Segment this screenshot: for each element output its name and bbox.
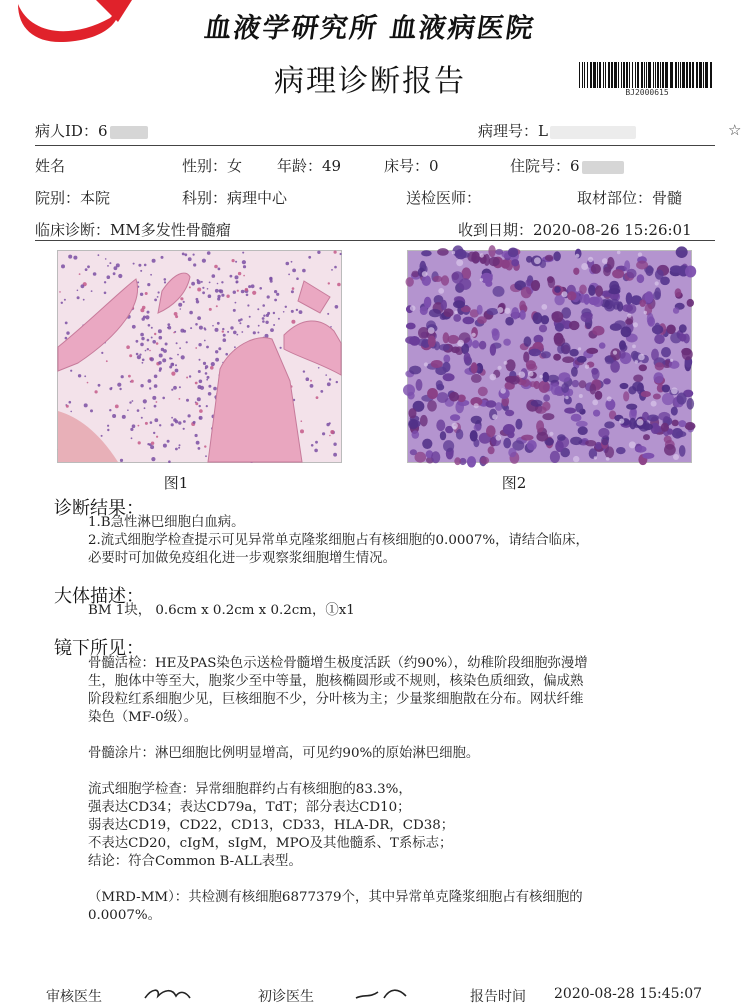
received-label: 收到日期：: [458, 221, 534, 239]
bed-field: [384, 155, 439, 176]
gross-line: BM 1块， 0.6cm x 0.2cm x 0.2cm，①x1: [88, 603, 355, 618]
diagnosis-line: 2.流式细胞学检查提示可见异常单克隆浆细胞占有核细胞的0.0007%，请结合临床，: [88, 533, 589, 548]
inpatient-field: [510, 155, 624, 176]
sex-value: 女: [227, 157, 243, 175]
microscopy-line: 0.0007%。: [88, 908, 161, 923]
patient-id-value: 6: [97, 122, 108, 140]
report-time-value: 2020-08-28 15:45:07: [554, 986, 703, 1002]
diagnosis-body: [88, 514, 589, 568]
microscopy-line: 不表达CD20，cIgM，sIgM，MPO及其他髓系、T系标志；: [88, 836, 453, 851]
microscopy-heading: 镜下所见：: [54, 638, 144, 659]
divider-line: [35, 240, 715, 241]
hospital-field: [35, 187, 110, 208]
pathology-number: [478, 120, 636, 141]
department-value: 病理中心: [227, 189, 288, 207]
divider-line: [35, 145, 715, 146]
gross-body: [88, 602, 355, 620]
inpatient-value: 6: [570, 157, 580, 175]
name-label: 姓名: [35, 157, 66, 175]
reviewer-signature: [142, 986, 192, 1002]
report-title: 病理诊断报告: [274, 64, 466, 99]
received-field: [458, 219, 692, 240]
patient-id: [35, 120, 148, 141]
reviewer-label: 审核医生: [46, 989, 102, 1005]
microscopy-body: [88, 655, 588, 925]
microscopy-line: 染色（MF-0级）。: [88, 710, 198, 725]
age-label: 年龄：: [277, 157, 323, 175]
microscopy-line: 弱表达CD19，CD22，CD13，CD33，HLA-DR，CD38；: [88, 818, 455, 833]
microscopy-line: 阶段粒红系细胞少见，巨核细胞不少，分叶核为主；少量浆细胞散在分布。网状纤维: [88, 692, 584, 707]
hospital-logo: [0, 0, 150, 45]
clinical-label: 临床诊断：: [35, 221, 111, 239]
sex-field: [182, 155, 242, 176]
age-value: 49: [322, 157, 342, 175]
microscopy-line: 骨髓涂片：淋巴细胞比例明显增高，可见约90%的原始淋巴细胞。: [88, 746, 480, 761]
bed-label: 床号：: [384, 157, 430, 175]
bed-value: 0: [429, 157, 439, 175]
gross-heading: 大体描述：: [54, 586, 144, 607]
microscopy-line: （MRD-MM）：共检测有核细胞6877379个，其中异常单克隆浆细胞占有核细胞的: [88, 890, 583, 905]
sex-label: 性别：: [182, 157, 228, 175]
initial-doctor-label: 初诊医生: [258, 989, 314, 1005]
microscopy-line: 强表达CD34；表达CD79a，TdT；部分表达CD10；: [88, 800, 411, 815]
hospital-value: 本院: [80, 189, 111, 207]
figure-2-caption: 图2: [501, 474, 527, 492]
pathology-number-value: L: [538, 122, 548, 140]
department-field: [182, 187, 287, 208]
diagnosis-line: 1.B急性淋巴细胞白血病。: [88, 515, 245, 530]
doctor-label: 送检医师：: [406, 189, 482, 207]
microscopy-line: 流式细胞学检查：异常细胞群约占有核细胞的83.3%，: [88, 782, 412, 797]
site-label: 取材部位：: [577, 189, 653, 207]
figure-2-image: [407, 250, 692, 463]
figure-1-caption: 图1: [163, 474, 189, 492]
pathology-number-label: 病理号：: [478, 122, 539, 140]
redaction-blur: [582, 161, 624, 174]
institute-name: 血液学研究所 血液病医院: [202, 13, 538, 44]
initial-doctor-signature: [354, 986, 410, 1002]
barcode: [578, 62, 716, 88]
redaction-blur: [550, 126, 636, 139]
microscopy-line: 骨髓活检：HE及PAS染色示送检骨髓增生极度活跃（约90%），幼稚阶段细胞弥漫增: [88, 656, 588, 671]
patient-id-label: 病人ID：: [35, 122, 98, 140]
department-label: 科别：: [182, 189, 228, 207]
microscopy-line: 生，胞体中等至大，胞浆少至中等量，胞核椭圆形或不规则，核染色质细致，偏成熟: [88, 674, 584, 689]
report-time-label: 报告时间: [470, 989, 526, 1005]
diagnosis-line: 必要时可加做免疫组化进一步观察浆细胞增生情况。: [88, 551, 396, 566]
site-field: [577, 187, 682, 208]
inpatient-label: 住院号：: [510, 157, 571, 175]
figure-1-image: [57, 250, 342, 463]
clinical-value: MM多发性骨髓瘤: [110, 221, 231, 239]
diagnosis-heading: 诊断结果：: [54, 498, 144, 519]
star-icon: ☆: [728, 121, 741, 139]
redaction-blur: [110, 126, 148, 139]
received-value: 2020-08-26 15:26:01: [533, 221, 692, 239]
site-value: 骨髓: [652, 189, 683, 207]
clinical-field: [35, 219, 231, 240]
microscopy-line: 结论：符合Common B-ALL表型。: [88, 854, 302, 869]
age-field: [277, 155, 341, 176]
hospital-label: 院别：: [35, 189, 81, 207]
barcode-number: BJ2000615: [625, 88, 669, 97]
